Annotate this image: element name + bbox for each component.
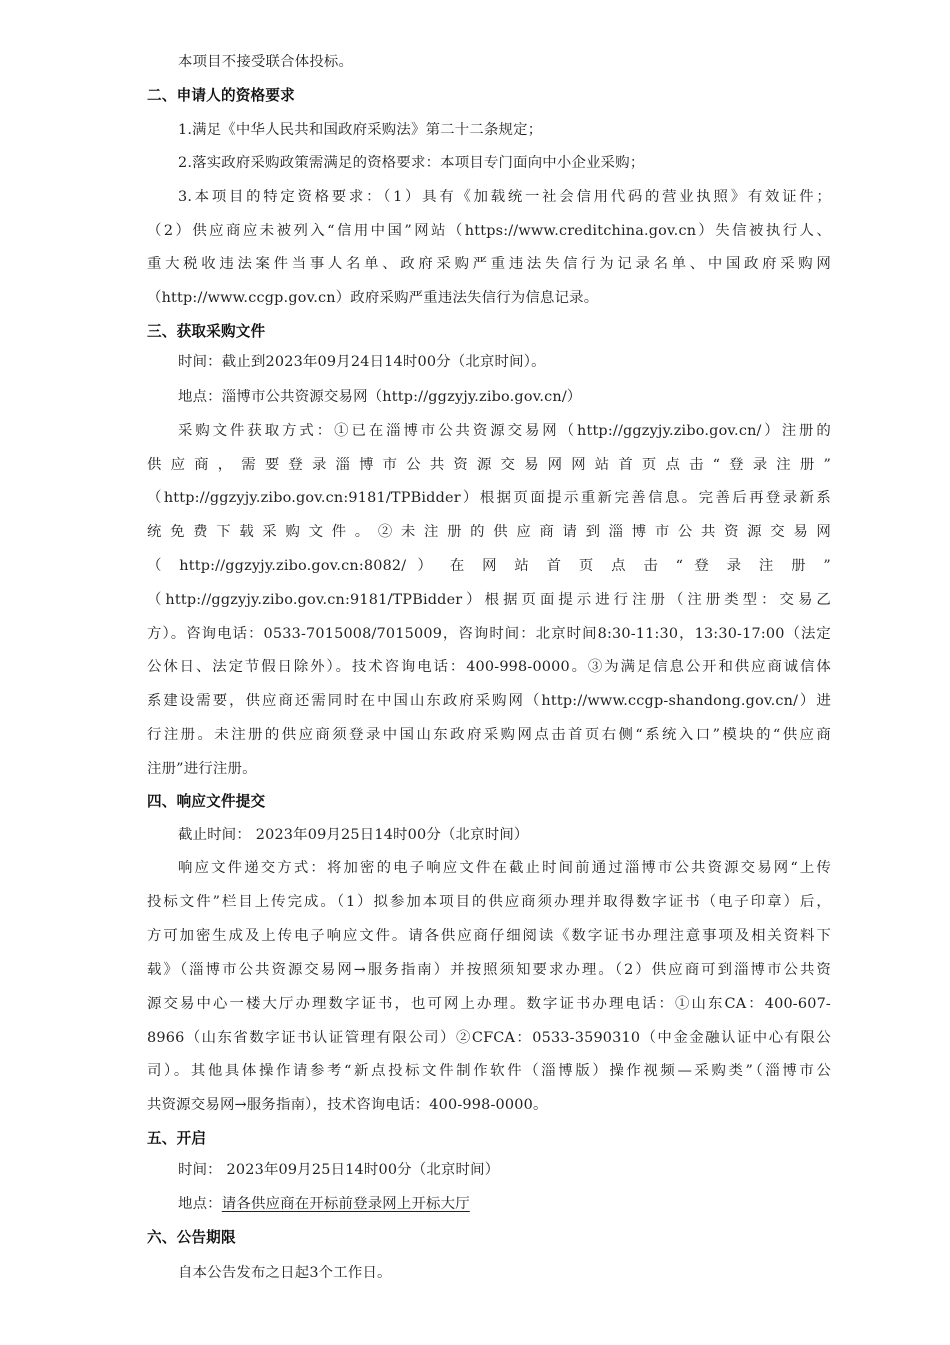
section-4-line: 响应文件递交方式：将加密的电子响应文件在截止时间前通过淄博市公共资源交易网“上传 <box>178 860 831 876</box>
section-4-line: 投标文件”栏目上传完成。（1）拟参加本项目的供应商须办理并取得数字证书（电子印章）后， <box>147 894 831 910</box>
section-4-line: 源交易中心一楼大厅办理数字证书，也可网上办理。数字证书办理电话：①山东CA：400-607- <box>147 996 831 1012</box>
section-3-line: （ http://ggzyjy.zibo.gov.cn:8082/ ） 在 网 站 首 页 点 击 “ 登 录 注 册 ” <box>147 558 831 574</box>
section-5-time: 时间： 2023年09月25日14时00分（北京时间） <box>178 1162 500 1178</box>
section-4-deadline: 截止时间： 2023年09月25日14时00分（北京时间） <box>178 827 529 843</box>
section-3-place: 地点：淄博市公共资源交易网（http://ggzyjy.zibo.gov.cn/） <box>178 389 582 405</box>
section-3-line: 行注册。未注册的供应商须登录中国山东政府采购网点击首页右侧“系统入口”模块的“供应商 <box>147 727 831 743</box>
section-3-line: 系建设需要，供应商还需同时在中国山东政府采购网（http://www.ccgp-shandong.gov.cn/）进 <box>147 693 831 709</box>
section-5-heading: 五、开启 <box>147 1130 207 1147</box>
section-4-line: 8966（山东省数字证书认证管理有限公司）②CFCA：0533-3590310（中金金融认证中心有限公 <box>147 1030 831 1046</box>
section-3-heading: 三、获取采购文件 <box>147 323 266 340</box>
section-4-line: 载》（淄博市公共资源交易网→服务指南）并按照须知要求办理。（2）供应商可到淄博市公共资 <box>147 962 831 978</box>
section-6-heading: 六、公告期限 <box>147 1229 236 1246</box>
section-4-line: 共资源交易网→服务指南），技术咨询电话：400-998-0000。 <box>147 1097 548 1113</box>
section-3-line: 供应商，需要登录淄博市公共资源交易网网站首页点击“登录注册” <box>147 457 831 473</box>
section-4-line: 司）。其他具体操作请参考“新点投标文件制作软件（淄博版）操作视频—采购类”（淄博市公 <box>147 1063 831 1079</box>
section-2-line: （http://www.ccgp.gov.cn）政府采购严重违法失信行为信息记录。 <box>147 290 599 306</box>
section-2-line: 重大税收违法案件当事人名单、政府采购严重违法失信行为记录名单、中国政府采购网 <box>147 256 831 272</box>
section-3-line: 公休日、法定节假日除外）。技术咨询电话：400-998-0000。③为满足信息公开和供应商诚信体 <box>147 659 831 675</box>
section-3-time: 时间：截止到2023年09月24日14时00分（北京时间）。 <box>178 354 546 370</box>
section-3-line: 方）。咨询电话：0533-7015008/7015009，咨询时间：北京时间8:30-11:30，13:30-17:00（法定 <box>147 626 831 642</box>
section-5-place-label: 地点： <box>178 1196 222 1212</box>
section-3-line: 统免费下载采购文件。②未注册的供应商请到淄博市公共资源交易网 <box>147 524 831 540</box>
section-4-line: 方可加密生成及上传电子响应文件。请各供应商仔细阅读《数字证书办理注意事项及相关资料下 <box>147 928 831 944</box>
intro-text: 本项目不接受联合体投标。 <box>178 54 354 70</box>
section-2-line: 1.满足《中华人民共和国政府采购法》第二十二条规定； <box>178 122 543 138</box>
section-5-place <box>178 1194 831 1214</box>
section-3-line: （http://ggzyjy.zibo.gov.cn:9181/TPBidder）根据页面提示重新完善信息。完善后再登录新系 <box>147 490 831 506</box>
section-2-line: 2.落实政府采购政策需满足的资格要求：本项目专门面向中小企业采购； <box>178 155 645 171</box>
section-3-line: 采购文件获取方式：①已在淄博市公共资源交易网（http://ggzyjy.zibo.gov.cn/）注册的 <box>178 423 831 439</box>
open-bid-hall-link[interactable]: 请各供应商在开标前登录网上开标大厅 <box>221 1196 470 1212</box>
section-2-line: 3.本项目的特定资格要求：（1）具有《加载统一社会信用代码的营业执照》有效证件； <box>178 189 831 205</box>
section-2-line: （2）供应商应未被列入“信用中国”网站（https://www.creditchina.gov.cn）失信被执行人、 <box>147 223 831 239</box>
section-3-line: （http://ggzyjy.zibo.gov.cn:9181/TPBidder）根据页面提示进行注册（注册类型：交易乙 <box>147 592 831 608</box>
section-4-heading: 四、响应文件提交 <box>147 793 266 810</box>
section-6-text: 自本公告发布之日起3个工作日。 <box>178 1265 392 1281</box>
section-2-heading: 二、申请人的资格要求 <box>147 87 295 104</box>
section-3-line: 注册”进行注册。 <box>147 761 257 777</box>
